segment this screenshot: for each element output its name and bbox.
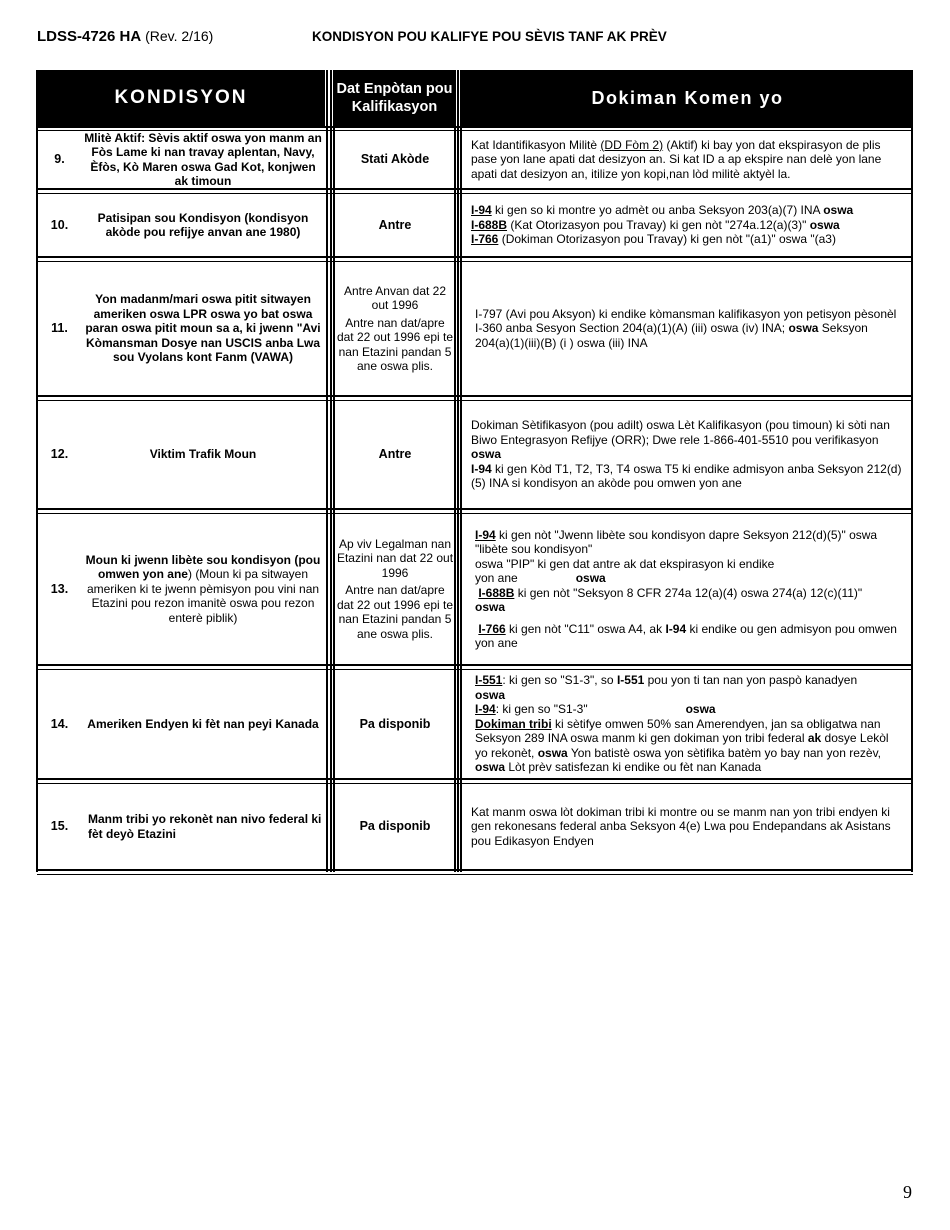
row-number: 15. <box>50 819 69 834</box>
form-id: LDSS-4726 HA (Rev. 2/16) <box>37 28 214 45</box>
row-condition: Viktim Trafik Moun <box>149 447 257 462</box>
row-documents: I-94 ki gen nòt "Jwenn libète sou kondisyon dapre Seksyon 212(d)(5)" oswa "libète sou kondisyon" oswa "PIP" ki gen dat antre ak dat ekspirasyon ki endike yon ane oswa I-688B ki gen nòt "Seksyon 8 CFR 274a 12(a)(4) oswa 274(a) 12(c)(11)" oswa I-766 ki gen nòt "C11" oswa A4, ak I-94 ki endike ou gen admisyon pou omwen yon ane <box>475 527 897 650</box>
row-condition: Yon madanm/mari oswa pitit sitwayen ameriken oswa LPR oswa yo bat oswa paran oswa pitit moun sa a, ki jwenn "Avi Kòmansman Dosye nan USCIS anba Lwa sou Vyolans kont Fanm (VAWA) <box>85 292 321 365</box>
table-divider <box>326 70 328 872</box>
row-documents: I-94 ki gen so ki montre yo admèt ou anba Seksyon 203(a)(7) INA oswa I-688B (Kat Otorizasyon pou Travay) ki gen nòt "274a.12(a)(3)" oswa I-766 (Dokiman Otorizasyon pou Travay) ki gen nòt "(a1)" oswa "(a3) <box>471 203 854 247</box>
row-divider <box>37 395 913 397</box>
row-documents: I-797 (Avi pou Aksyon) ki endike kòmansman kalifikasyon yon petisyon pèsonèl I-360 anba Sesyon Section 204(a)(1)(A) (iii) oswa (iv) INA; oswa Seksyon 204(a)(1)(iii)(B) (i ) oswa (iii) INA <box>475 306 897 350</box>
row-divider <box>37 508 913 510</box>
row-divider <box>37 664 913 666</box>
table-bottom-border <box>37 869 913 871</box>
page-number: 9 <box>903 1182 912 1202</box>
row-documents: Dokiman Sètifikasyon (pou adilt) oswa Lèt Kalifikasyon (pou timoun) ki sòti nan Biwo Entegrasyon Refijye (ORR); Dwe rele 1-866-401-5510 pou verifikasyon oswa I-94 ki gen Kòd T1, T2, T3, T4 oswa T5 ki endike admisyon anba Seksyon 212(d)(5) INA si kondisyon an akòde pou omwen yon ane <box>471 418 902 491</box>
row-number: 11. <box>51 321 68 336</box>
row-documents: Kat Idantifikasyon Militè (DD Fòm 2) (Aktif) ki bay yon dat ekspirasyon de plis pase yon lane apati dat desizyon an. Si kat ID a ap ekspire nan delè yon lane apati dat desizyon an, itilize yon kopi,nan lòd militè aktyèl la. <box>471 137 882 181</box>
row-condition: Manm tribi yo rekonèt nan nivo federal ki fèt deyò Etazini <box>88 812 322 841</box>
row-date: Pa disponib <box>359 819 431 834</box>
table-divider <box>454 70 456 872</box>
row-date: Pa disponib <box>359 716 431 731</box>
row-condition: Ameriken Endyen ki fèt nan peyi Kanada <box>87 716 319 731</box>
page-header <box>37 28 917 48</box>
table-divider <box>330 70 332 872</box>
row-number: 13. <box>50 581 69 596</box>
row-date: Antre <box>378 447 412 462</box>
table-divider <box>460 70 462 872</box>
column-header-kondisyon: KONDISYON <box>37 70 325 126</box>
row-divider <box>37 778 913 780</box>
row-documents: I-551: ki gen so "S1-3", so I-551 pou yon ti tan nan yon paspò kanadyen oswa I-94: ki gen so "S1-3" oswa Dokiman tribi ki sètifye omwen 50% san Amerendyen, jan sa obligatwa nan Seksyon 289 INA oswa manm ki gen dokiman yon tribi federal ak dosye Lekòl yo rekonèt, oswa Yon batistè oswa yon sètifika batèm yo bay nan yon rezèv, oswa Lòt prèv satisfezan ki endike ou fèt nan Kanada <box>475 673 889 775</box>
row-date: Ap viv Legalman nan Etazini nan dat 22 out 1996 Antre nan dat/apre dat 22 out 1996 epi te nan Etazini pandan 5 ane oswa plis. <box>336 536 454 641</box>
table-divider <box>333 70 335 872</box>
form-title: KONDISYON POU KALIFYE POU SÈVIS TANF AK PRÈV <box>312 29 667 44</box>
row-divider <box>37 256 913 258</box>
row-number: 12. <box>50 447 69 462</box>
table-border <box>911 70 913 872</box>
row-condition: Patisipan sou Kondisyon (kondisyon akòde pou refijye anvan ane 1980) <box>97 210 309 239</box>
row-date: Antre Anvan dat 22 out 1996 Antre nan dat/apre dat 22 out 1996 epi te nan Etazini pandan 5 ane oswa plis. <box>336 283 454 373</box>
row-number: 10. <box>50 217 69 232</box>
row-condition: Moun ki jwenn libète sou kondisyon (pou omwen yon ane) (Moun ki pa sitwayen ameriken ki te jwenn pèmisyon pou vini nan Etazini pou rezon imanitè oswa pou rezon enterè piblik) <box>85 552 321 625</box>
row-number: 14. <box>50 716 69 731</box>
column-header-dat: Dat Enpòtan pou Kalifikasyon <box>335 70 454 126</box>
row-date: Antre <box>378 217 412 232</box>
row-divider <box>37 126 913 128</box>
table-divider <box>457 70 459 872</box>
table-bottom-border <box>37 874 913 875</box>
row-documents: Kat manm oswa lòt dokiman tribi ki montre ou se manm nan yon tribi endyen ki gen rekonesans federal anba Seksyon 4(e) Lwa pou Endepandans ak Asistans pou Edikasyon Endyen <box>471 804 891 848</box>
row-condition: Mlitè Aktif: Sèvis aktif oswa yon manm an Fòs Lame ki nan travay aplentan, Navy, Èfòs, Kò Maren oswa Gad Kot, konjwen ak timoun <box>84 130 322 188</box>
row-number: 9. <box>54 152 65 167</box>
column-header-dokiman: Dokiman Komen yo <box>462 70 913 126</box>
row-date: Stati Akòde <box>360 152 430 167</box>
